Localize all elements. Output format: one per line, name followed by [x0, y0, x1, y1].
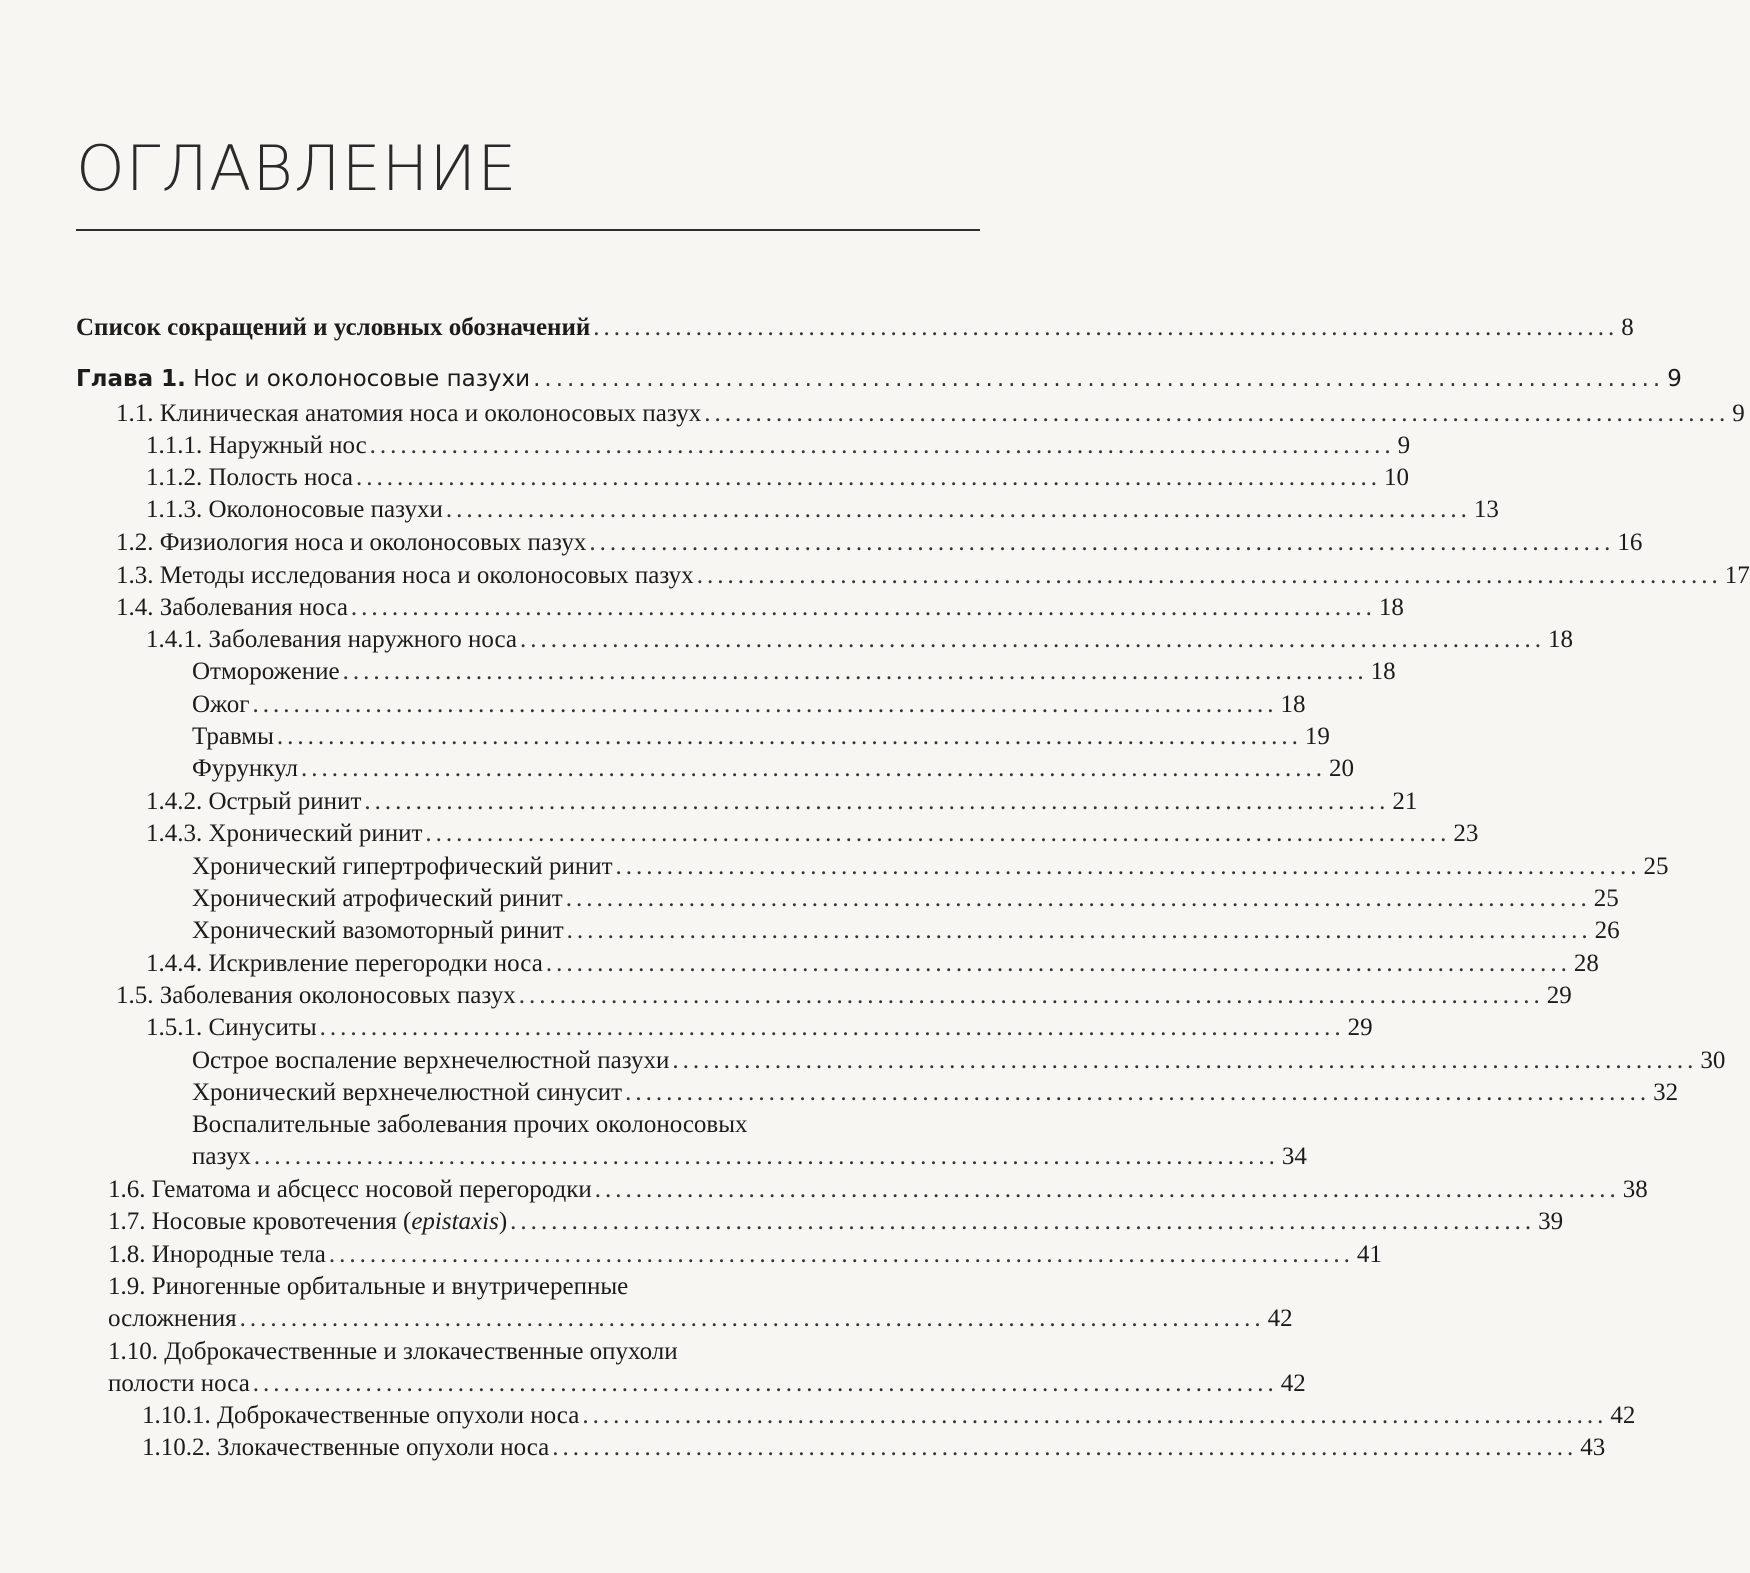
toc-entry[interactable]	[192, 1045, 1726, 1077]
toc-page: 42	[1610, 1402, 1636, 1429]
toc-label: 1.2. Физиология носа и околоносовых пазух	[116, 529, 587, 556]
toc-entry[interactable]	[116, 560, 1750, 592]
toc-entry[interactable]	[142, 1432, 1606, 1464]
toc-label: 1.4.3. Хронический ринит	[146, 820, 423, 847]
toc-page: 38	[1622, 1176, 1648, 1203]
dot-leader: ....................................................................................................	[593, 314, 1619, 341]
toc-page: 34	[1281, 1143, 1307, 1170]
toc-entry[interactable]	[192, 753, 1354, 785]
toc-page: 43	[1580, 1434, 1606, 1461]
toc-label: Травмы	[192, 723, 274, 750]
toc-label-line1: 1.9. Риногенные орбитальные и внутричерепные	[108, 1273, 629, 1300]
toc-entry[interactable]	[108, 1239, 1382, 1271]
toc-page: 19	[1304, 723, 1330, 750]
toc-label: 1.3. Методы исследования носа и околоносовых пазух	[116, 562, 694, 589]
toc-entry[interactable]	[192, 1141, 1307, 1173]
toc-label-text: 1.7. Носовые кровотечения (	[108, 1208, 412, 1235]
toc-entry[interactable]	[146, 786, 1418, 818]
toc-entry[interactable]	[116, 527, 1643, 559]
toc-label: 1.8. Инородные тела	[108, 1241, 326, 1268]
toc-label: 1.5.1. Синуситы	[146, 1014, 317, 1041]
toc-label: 1.6. Гематома и абсцесс носовой перегородки	[108, 1176, 592, 1203]
toc-page: 42	[1280, 1370, 1306, 1397]
dot-leader: ....................................................................................................	[252, 691, 1278, 718]
toc-label: 1.4. Заболевания носа	[116, 594, 348, 621]
dot-leader: ....................................................................................................	[239, 1305, 1265, 1332]
toc-entry[interactable]	[142, 1400, 1636, 1432]
chapter-number: Глава 1.	[76, 366, 186, 392]
toc-entry[interactable]	[116, 398, 1745, 430]
title-rule	[76, 229, 980, 231]
toc-entry[interactable]	[108, 1303, 1293, 1335]
toc-entry-chapter-1[interactable]	[76, 362, 1682, 394]
toc-entry[interactable]	[116, 980, 1572, 1012]
toc-page: 9	[1397, 432, 1411, 459]
dot-leader: ....................................................................................................	[594, 1176, 1620, 1203]
toc-page: 28	[1573, 950, 1599, 977]
toc-label: 1.5. Заболевания околоносовых пазух	[116, 982, 516, 1009]
toc-page: 25	[1643, 853, 1669, 880]
toc-page: 32	[1653, 1079, 1679, 1106]
toc-entry[interactable]	[146, 1012, 1373, 1044]
toc-label: 1.4.2. Острый ринит	[146, 788, 362, 815]
toc-entry[interactable]	[146, 462, 1409, 494]
dot-leader: ....................................................................................................	[369, 432, 1395, 459]
toc-entry[interactable]	[146, 948, 1599, 980]
toc-page: 17	[1724, 562, 1750, 589]
toc-entry[interactable]	[146, 494, 1499, 526]
toc-page: 9	[1732, 400, 1745, 427]
toc-page: 39	[1538, 1208, 1564, 1235]
dot-leader: ....................................................................................................	[356, 464, 1381, 491]
toc-page: 21	[1392, 788, 1418, 815]
toc-entry[interactable]	[146, 624, 1574, 656]
toc-label: Хронический верхнечелюстной синусит	[192, 1079, 623, 1106]
dot-leader: ....................................................................................................	[520, 626, 1546, 653]
toc-label: пазух	[192, 1143, 251, 1170]
toc-label-line1: Воспалительные заболевания прочих околоносовых	[192, 1111, 748, 1138]
toc-label: Отморожение	[192, 658, 340, 685]
toc-label: 1.1. Клиническая анатомия носа и околоносовых пазух	[116, 400, 702, 427]
toc-label: осложнения	[108, 1305, 237, 1332]
dot-leader: ....................................................................................................	[350, 594, 1376, 621]
toc-label: Список сокращений и условных обозначений	[76, 314, 591, 341]
toc-page: 29	[1347, 1014, 1373, 1041]
toc-page: 9	[1667, 366, 1682, 392]
toc-page: 18	[1280, 691, 1306, 718]
toc-label: Острое воспаление верхнечелюстной пазухи	[192, 1047, 670, 1074]
dot-leader: ....................................................................................................	[364, 788, 1390, 815]
dot-leader: ....................................................................................................	[566, 917, 1592, 944]
toc-page: 26	[1594, 917, 1620, 944]
toc-page: 18	[1378, 594, 1404, 621]
dot-leader: ....................................................................................................	[518, 982, 1544, 1009]
dot-leader: ....................................................................................................	[552, 1434, 1578, 1461]
toc-label-line1: 1.10. Доброкачественные и злокачественные опухоли	[108, 1338, 678, 1365]
toc-label: полости носа	[108, 1370, 250, 1397]
toc-label: 1.10.1. Доброкачественные опухоли носа	[142, 1402, 580, 1429]
dot-leader: ....................................................................................................	[533, 366, 1665, 392]
toc-label: 1.1.1. Наружный нос	[146, 432, 367, 459]
toc-page: 41	[1356, 1241, 1382, 1268]
toc-page: 23	[1453, 820, 1479, 847]
toc-page: 16	[1617, 529, 1643, 556]
toc-label: 1.10.2. Злокачественные опухоли носа	[142, 1434, 550, 1461]
dot-leader: ....................................................................................................	[582, 1402, 1608, 1429]
dot-leader: ....................................................................................................	[615, 853, 1641, 880]
toc-entry[interactable]	[146, 430, 1411, 462]
toc-label: 1.4.1. Заболевания наружного носа	[146, 626, 518, 653]
dot-leader: ....................................................................................................	[425, 820, 1451, 847]
toc-entry[interactable]	[192, 656, 1396, 688]
toc-label-text: )	[498, 1208, 508, 1235]
toc-page: 8	[1621, 314, 1634, 341]
page-title: ОГЛАВЛЕНИЕ	[76, 132, 518, 205]
toc-entry[interactable]	[146, 818, 1479, 850]
dot-leader: ....................................................................................................	[510, 1208, 1536, 1235]
toc-entry[interactable]	[192, 721, 1330, 753]
toc-label: Фурункул	[192, 755, 298, 782]
toc-page: 25	[1593, 885, 1619, 912]
toc-page: 20	[1328, 755, 1354, 782]
toc-entry[interactable]	[108, 1368, 1306, 1400]
dot-leader: ....................................................................................................	[565, 885, 1591, 912]
toc-page: 30	[1700, 1047, 1726, 1074]
toc-label: Ожог	[192, 691, 250, 718]
dot-leader: ....................................................................................................	[589, 529, 1615, 556]
toc-label	[108, 1208, 507, 1236]
toc-entry[interactable]	[108, 1206, 1564, 1238]
dot-leader: ....................................................................................................	[545, 950, 1571, 977]
dot-leader: ....................................................................................................	[672, 1047, 1698, 1074]
toc-entry[interactable]	[192, 915, 1620, 947]
dot-leader: ....................................................................................................	[276, 723, 1302, 750]
toc-page: 29	[1546, 982, 1572, 1009]
dot-leader: ....................................................................................................	[625, 1079, 1651, 1106]
toc-label: 1.1.3. Околоносовые пазухи	[146, 496, 443, 523]
toc-page: 42	[1267, 1305, 1293, 1332]
toc-entry[interactable]	[108, 1174, 1648, 1206]
dot-leader: ....................................................................................................	[319, 1014, 1345, 1041]
toc-label: 1.4.4. Искривление перегородки носа	[146, 950, 543, 977]
toc-entry[interactable]	[192, 851, 1669, 883]
toc-label-latin: epistaxis	[411, 1208, 499, 1235]
dot-leader: ....................................................................................................	[445, 496, 1471, 523]
toc-entry[interactable]	[192, 883, 1619, 915]
toc-page: 10	[1384, 464, 1409, 491]
toc-page: 18	[1548, 626, 1574, 653]
dot-leader: ....................................................................................................	[696, 562, 1722, 589]
dot-leader: ....................................................................................................	[704, 400, 1730, 427]
toc-label: 1.1.2. Полость носа	[146, 464, 353, 491]
dot-leader: ....................................................................................................	[253, 1143, 1279, 1170]
toc-page: 18	[1370, 658, 1396, 685]
toc-label: Хронический атрофический ринит	[192, 885, 563, 912]
toc-label: Хронический гипертрофический ринит	[192, 853, 613, 880]
toc-label: Хронический вазомоторный ринит	[192, 917, 564, 944]
toc-entry[interactable]	[192, 1077, 1679, 1109]
dot-leader: ....................................................................................................	[252, 1370, 1278, 1397]
dot-leader: ....................................................................................................	[342, 658, 1368, 685]
toc-page: 13	[1473, 496, 1499, 523]
toc-entry[interactable]	[192, 689, 1306, 721]
dot-leader: ....................................................................................................	[328, 1241, 1354, 1268]
toc-entry-abbreviations[interactable]	[76, 312, 1634, 344]
toc-label: Нос и околоносовые пазухи	[193, 366, 531, 392]
toc-entry[interactable]	[116, 592, 1404, 624]
dot-leader: ....................................................................................................	[300, 755, 1326, 782]
